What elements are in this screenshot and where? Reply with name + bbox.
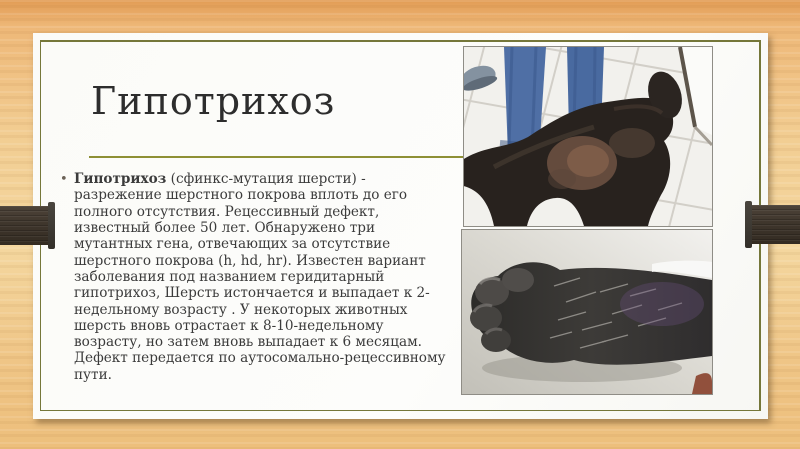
right-clip-tab <box>745 201 752 248</box>
bullet-body-text: (сфинкс-мутация шерсти) - разрежение шерстного покрова вплоть до его полного отсутствия. Рецессивный дефект, известный более 50 лет. Обнаружено три мутантных гена, отвечающих за отсутствие шерстного покрова (h, hd, hr). Известен вариант заболевания под названием геридитарный гипотрихоз, Шерсть истончается и выпадает к 2-недельному возрасту . У некоторых животных шерсть вновь отрастает к 8-10-недельному возрасту, но затем вновь выпадает к 6 месяцам. Дефект передается по аутосомально-рецессивному пути. <box>74 171 446 383</box>
left-clip-bar <box>0 206 52 245</box>
bullet-paragraph <box>60 171 446 383</box>
right-clip-bar <box>748 205 800 244</box>
bullet-lead-term: Гипотрихоз <box>74 171 167 187</box>
left-clip-tab <box>48 202 55 249</box>
bullet-marker: • <box>60 172 68 187</box>
bullet-list <box>60 171 446 383</box>
paw-photo-illustration <box>462 230 712 394</box>
slide-sheet <box>33 33 768 419</box>
slide-title: Гипотрихоз <box>91 79 336 123</box>
dog-photo-illustration <box>464 47 712 226</box>
paw-photo <box>461 229 713 395</box>
title-separator-line <box>89 156 464 158</box>
dog-photo <box>463 46 713 227</box>
